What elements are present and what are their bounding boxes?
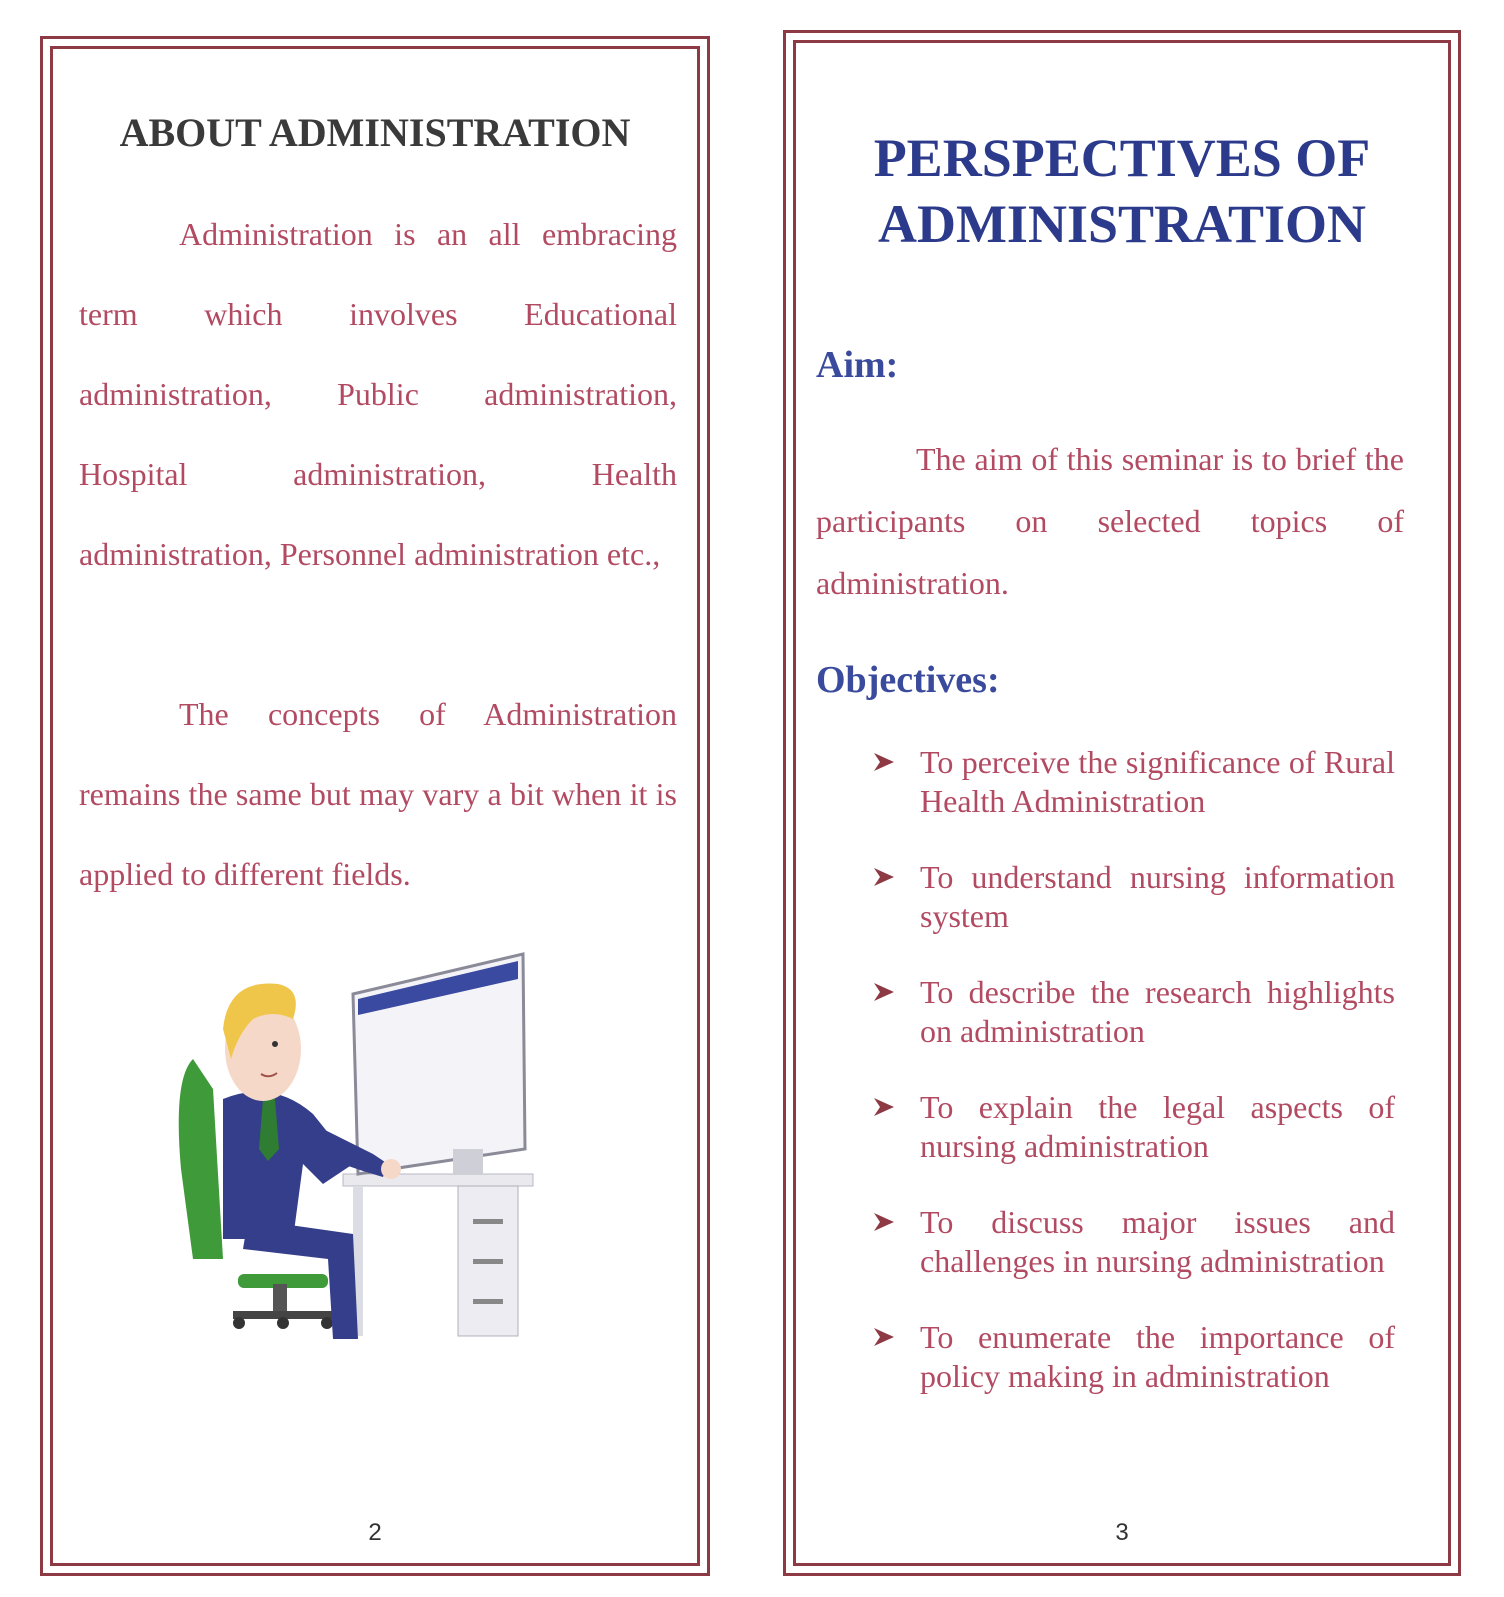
page-number: 3	[1115, 1519, 1129, 1546]
arrowhead-bullet-icon	[870, 1090, 898, 1124]
paragraph-concepts: The concepts of Administration remains the same but may vary a bit when it is applied to different fields.	[79, 696, 677, 892]
page-border	[793, 40, 1451, 1566]
page-title: ABOUT ADMINISTRATION	[119, 110, 631, 155]
list-item	[870, 1318, 1395, 1396]
list-item	[870, 1203, 1395, 1281]
aim-paragraph: The aim of this seminar is to brief the participants on selected topics of administration.	[816, 441, 1404, 601]
list-item	[870, 858, 1395, 936]
objective-text: To perceive the significance of Rural Health Administration	[920, 744, 1395, 819]
arrowhead-bullet-icon	[870, 975, 898, 1009]
objectives-list	[870, 743, 1395, 1433]
arrowhead-bullet-icon	[870, 1205, 898, 1239]
paragraph-definition: Administration is an all embracing term which involves Educational administration, Public administration, Hospital administration, Health administration, Personnel administration etc.,	[79, 216, 677, 572]
list-item	[870, 973, 1395, 1051]
page-border	[50, 46, 700, 1566]
objective-text: To discuss major issues and challenges in nursing administration	[920, 1204, 1395, 1279]
list-item	[870, 1088, 1395, 1166]
arrowhead-bullet-icon	[870, 860, 898, 894]
objectives-heading: Objectives:	[816, 659, 1000, 701]
aim-heading: Aim:	[816, 344, 899, 386]
objective-text: To explain the legal aspects of nursing administration	[920, 1089, 1395, 1164]
businessman-at-computer-icon	[153, 939, 553, 1359]
objective-text: To enumerate the importance of policy making in administration	[920, 1319, 1395, 1394]
page-number: 2	[368, 1519, 382, 1546]
list-item	[870, 743, 1395, 821]
page-title: PERSPECTIVES OF ADMINISTRATION	[873, 128, 1371, 254]
objective-text: To describe the research highlights on administration	[920, 974, 1395, 1049]
page-3	[783, 30, 1461, 1576]
page-2	[40, 36, 710, 1576]
objective-text: To understand nursing information system	[920, 859, 1395, 934]
arrowhead-bullet-icon	[870, 1320, 898, 1354]
arrowhead-bullet-icon	[870, 745, 898, 779]
